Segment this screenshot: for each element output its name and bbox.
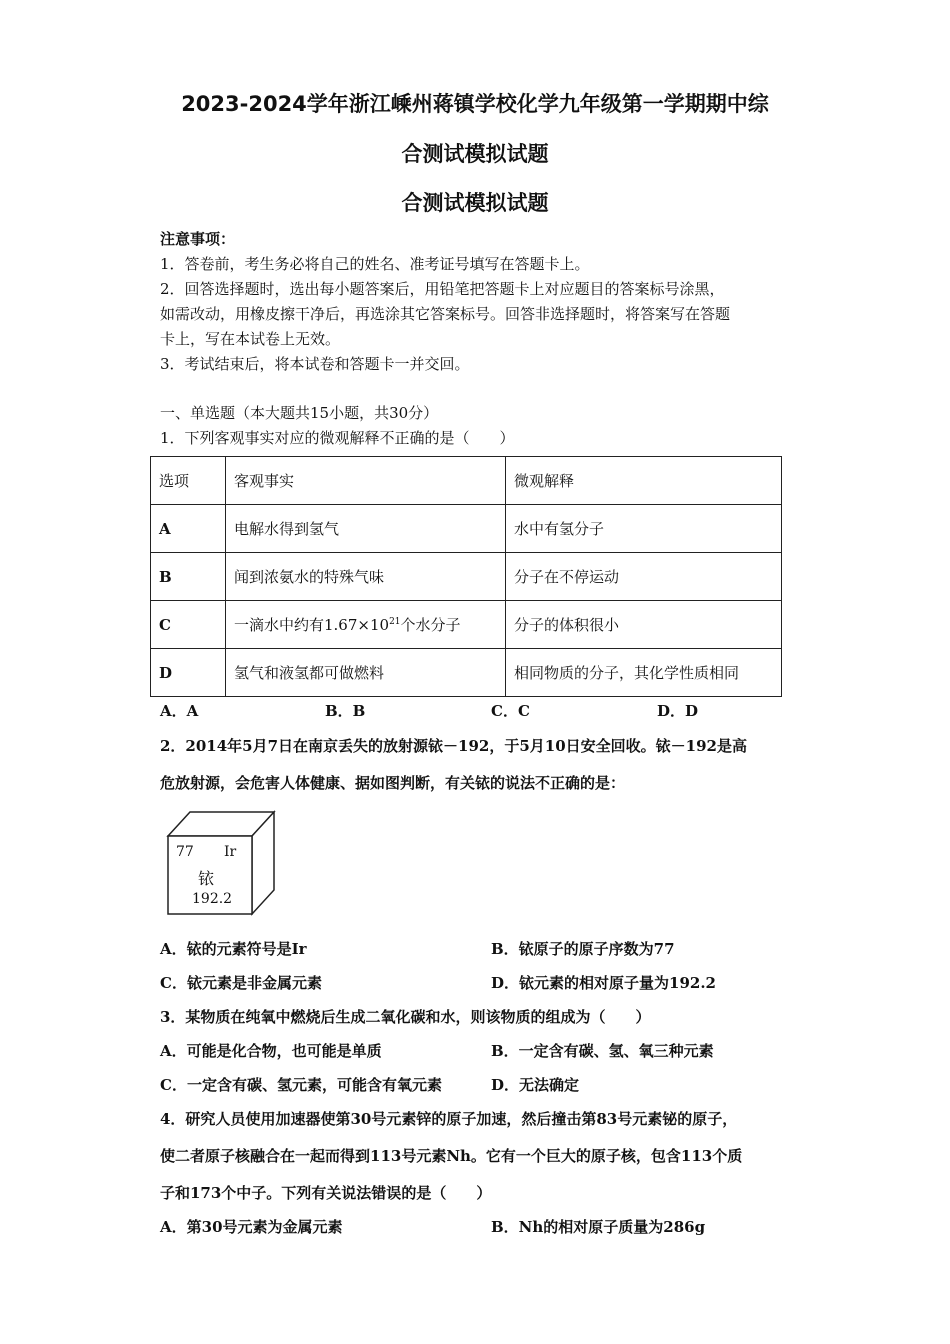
table-header-row — [151, 457, 782, 505]
table-cell: 电解水得到氢气 — [226, 505, 506, 553]
table-cell: D — [151, 649, 226, 697]
table-cell — [226, 601, 506, 649]
page-title-line2: 合测试模拟试题 — [401, 142, 549, 166]
q4-stem-line1: 4．研究人员使用加速器使第30号元素锌的原子加速，然后撞击第83号元素铋的原子， — [160, 1110, 738, 1128]
table-cell: B — [151, 553, 226, 601]
notice-item: 2．回答选择题时，选出每小题答案后，用铅笔把答题卡上对应题目的答案标号涂黑， — [160, 280, 725, 298]
q4-stem-line2: 使二者原子核融合在一起而得到113号元素Nh。它有一个巨大的原子核，包含113个质 — [160, 1147, 743, 1165]
q3-choice-d: D．无法确定 — [491, 1076, 580, 1094]
table-cell: 分子的体积很小 — [506, 601, 782, 649]
q4-stem-line3: 子和173个中子。下列有关说法错误的是（ ） — [160, 1184, 492, 1202]
table-cell: A — [151, 505, 226, 553]
q2-choice-c: C．铱元素是非金属元素 — [160, 974, 322, 992]
q1-stem: 1．下列客观事实对应的微观解释不正确的是（ ） — [160, 429, 515, 447]
element-card-figure — [166, 810, 276, 916]
notice-item: 3．考试结束后，将本试卷和答题卡一并交回。 — [160, 355, 470, 373]
q1-choice-d: D．D — [657, 702, 699, 720]
table-header: 客观事实 — [226, 457, 506, 505]
q1-choice-b: B．B — [325, 702, 366, 720]
table-cell: 闻到浓氨水的特殊气味 — [226, 553, 506, 601]
q2-choice-d: D．铱元素的相对原子量为192.2 — [491, 974, 716, 992]
notice-heading: 注意事项： — [160, 230, 236, 248]
q1-choice-a: A．A — [160, 702, 199, 720]
q1-choice-c: C．C — [491, 702, 530, 720]
table-header: 微观解释 — [506, 457, 782, 505]
q2-choice-b: B．铱原子的原子序数为77 — [491, 940, 675, 958]
notice-item: 如需改动，用橡皮擦干净后，再选涂其它答案标号。回答非选择题时，将答案写在答题 — [160, 305, 731, 323]
q3-choice-b: B．一定含有碳、氢、氧三种元素 — [491, 1042, 714, 1060]
element-symbol: Ir — [224, 844, 237, 860]
notice-item: 1．答卷前，考生务必将自己的姓名、准考证号填写在答题卡上。 — [160, 255, 590, 273]
element-name: 铱 — [198, 869, 215, 888]
q4-choice-a: A．第30号元素为金属元素 — [160, 1218, 343, 1236]
table-row — [151, 601, 782, 649]
table-header: 选项 — [151, 457, 226, 505]
atomic-number: 77 — [176, 844, 194, 860]
q2-stem-line1: 2．2014年5月7日在南京丢失的放射源铱－192，于5月10日安全回收。铱－192是高 — [160, 737, 747, 755]
table-cell: C — [151, 601, 226, 649]
q3-stem: 3．某物质在纯氧中燃烧后生成二氧化碳和水，则该物质的组成为（ ） — [160, 1008, 651, 1026]
table-row — [151, 505, 782, 553]
page-title-line1: 2023-2024学年浙江嵊州蒋镇学校化学九年级第一学期期中综 — [181, 92, 769, 116]
table-cell: 氢气和液氢都可做燃料 — [226, 649, 506, 697]
q2-stem-line2: 危放射源，会危害人体健康、据如图判断，有关铱的说法不正确的是： — [160, 774, 626, 792]
notice-item: 卡上，写在本试卷上无效。 — [160, 330, 341, 348]
exponent: 21 — [389, 617, 401, 627]
q1-table — [150, 456, 782, 697]
table-cell: 相同物质的分子，其化学性质相同 — [506, 649, 782, 697]
table-row — [151, 649, 782, 697]
q4-choice-b: B．Nh的相对原子质量为286g — [491, 1218, 706, 1236]
table-cell: 水中有氢分子 — [506, 505, 782, 553]
fact-text: 个水分子 — [400, 616, 461, 634]
q3-choice-c: C．一定含有碳、氢元素，可能含有氧元素 — [160, 1076, 442, 1094]
page-title-line3: 合测试模拟试题 — [401, 191, 549, 215]
q3-choice-a: A．可能是化合物，也可能是单质 — [160, 1042, 382, 1060]
section-heading: 一、单选题（本大题共15小题，共30分） — [160, 404, 439, 422]
q2-choice-a: A．铱的元素符号是Ir — [160, 940, 307, 958]
fact-text: 一滴水中约有1.67×10 — [234, 616, 390, 634]
table-cell: 分子在不停运动 — [506, 553, 782, 601]
table-row — [151, 553, 782, 601]
atomic-mass: 192.2 — [192, 891, 233, 907]
